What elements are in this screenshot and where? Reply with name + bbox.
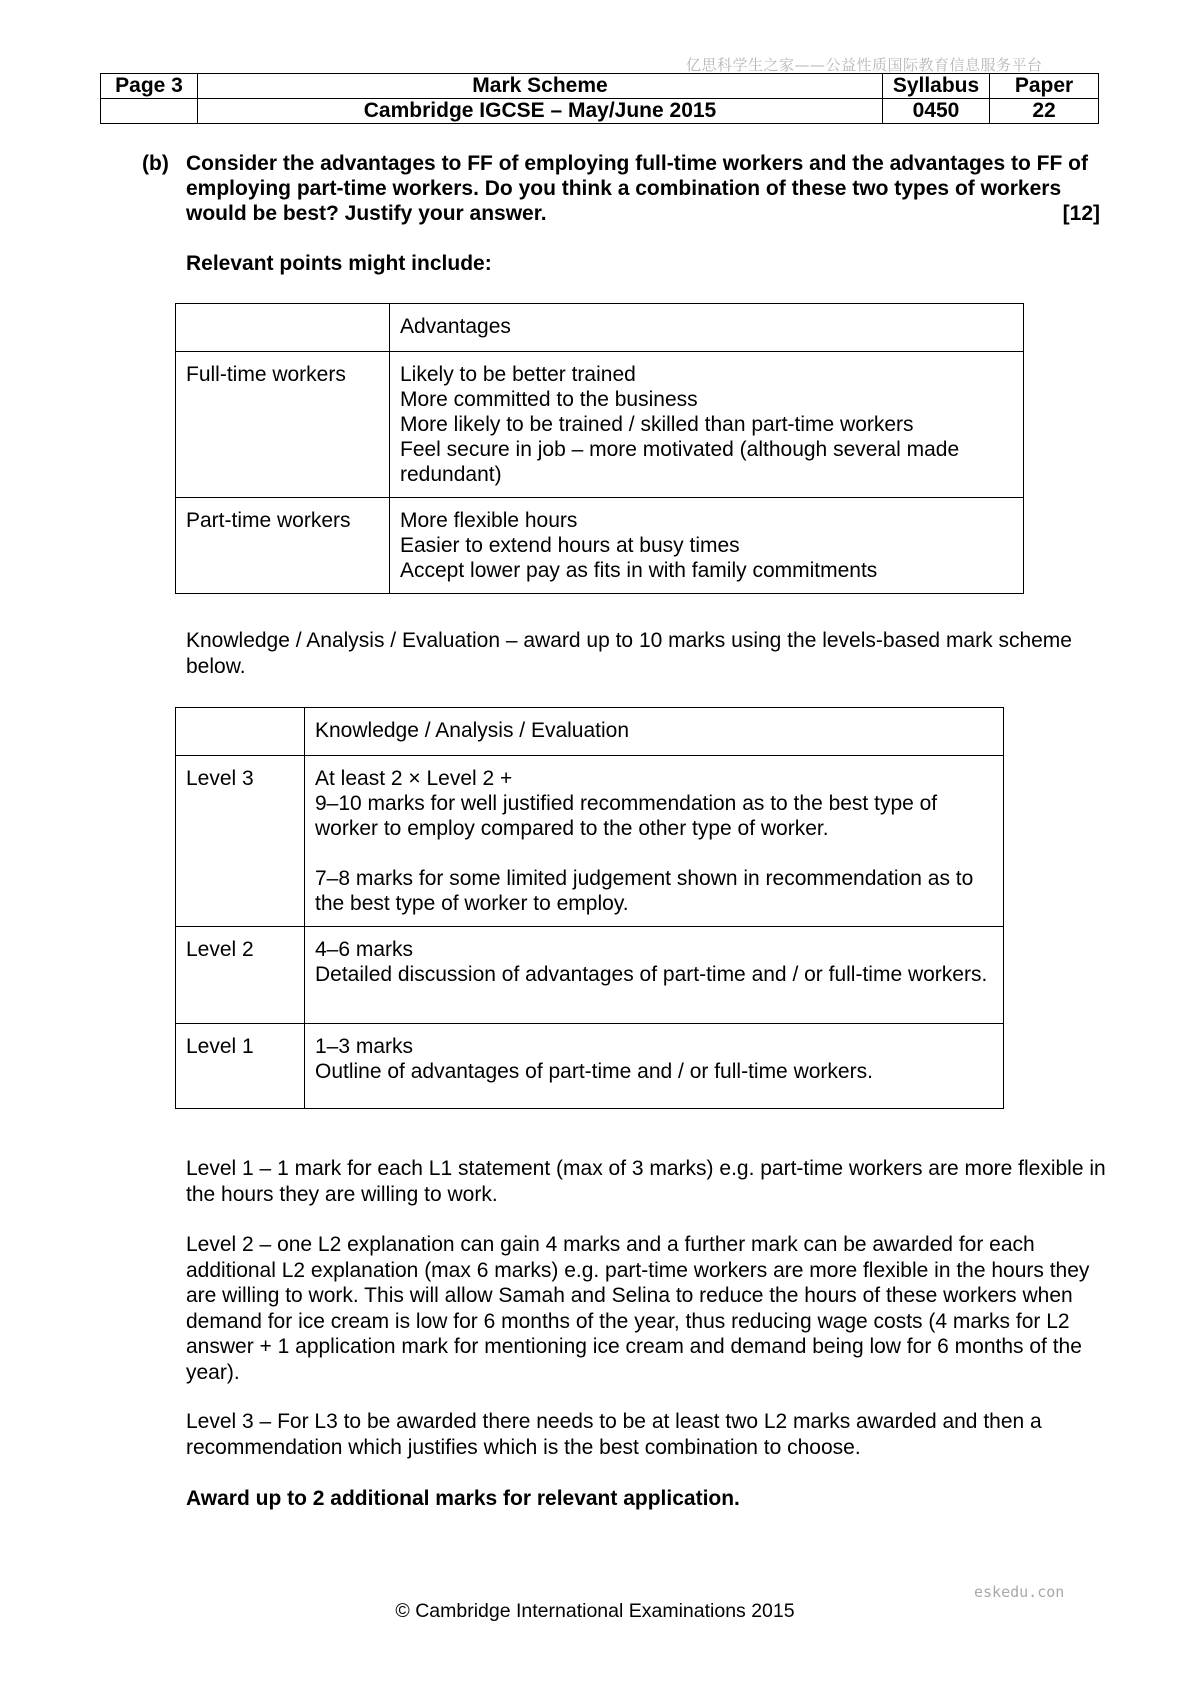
header-syllabus: 0450 xyxy=(883,99,990,124)
list-item: Feel secure in job – more motivated (although several made redundant) xyxy=(400,438,960,486)
level-2-description xyxy=(305,927,1004,1024)
header-table xyxy=(100,73,1099,124)
row-label-part-time: Part-time workers xyxy=(176,498,390,594)
advantages-table xyxy=(175,303,1024,594)
watermark-bottom: eskedu.con xyxy=(974,1583,1065,1601)
advantages-corner-cell xyxy=(176,304,390,352)
question-text: Consider the advantages to FF of employing full-time workers and the advantages to FF of employing part-time workers. Do you think a combination of these two types of workers would be best? Justify your answer. xyxy=(186,152,1088,225)
level-3-description xyxy=(305,756,1004,927)
level-3-label: Level 3 xyxy=(176,756,305,927)
header-title: Mark Scheme xyxy=(198,74,883,99)
header-empty-cell xyxy=(101,99,198,124)
list-item: More committed to the business xyxy=(400,388,698,411)
relevant-heading: Relevant points might include: xyxy=(186,252,492,275)
list-item: More likely to be trained / skilled than part-time workers xyxy=(400,413,914,436)
list-item: More flexible hours xyxy=(400,509,578,532)
watermark-top: 亿思科学生之家——公益性质国际教育信息服务平台 xyxy=(686,56,1043,74)
levels-table xyxy=(175,707,1004,1109)
note-level-1: Level 1 – 1 mark for each L1 statement (max of 3 marks) e.g. part-time workers are more flexible in the hours they are willing to work. xyxy=(186,1157,1106,1206)
advantages-header: Advantages xyxy=(390,304,1024,352)
level-3-line: At least 2 × Level 2 + xyxy=(315,767,513,790)
levels-corner-cell xyxy=(176,708,305,756)
level-1-label: Level 1 xyxy=(176,1024,305,1109)
header-exam: Cambridge IGCSE – May/June 2015 xyxy=(198,99,883,124)
header-paper-label: Paper xyxy=(990,74,1099,99)
header-page: Page 3 xyxy=(101,74,198,99)
part-time-advantages xyxy=(390,498,1024,594)
question-number: (b) xyxy=(142,152,169,175)
list-item: Easier to extend hours at busy times xyxy=(400,534,740,557)
level-1-line: 1–3 marks xyxy=(315,1035,414,1058)
header-syllabus-label: Syllabus xyxy=(883,74,990,99)
note-level-3: Level 3 – For L3 to be awarded there needs to be at least two L2 marks awarded and then a recommendation which justifies which is the best combination to choose. xyxy=(186,1410,1042,1459)
footer-copyright: © Cambridge International Examinations 2015 xyxy=(395,1600,795,1622)
list-item: Likely to be better trained xyxy=(400,363,636,386)
level-3-line: 9–10 marks for well justified recommendation as to the best type of worker to employ compared to the other type of worker. xyxy=(315,792,938,840)
question-marks: [12] xyxy=(1062,202,1100,225)
header-paper: 22 xyxy=(990,99,1099,124)
level-2-label: Level 2 xyxy=(176,927,305,1024)
note-application: Award up to 2 additional marks for relevant application. xyxy=(186,1487,740,1510)
levels-header: Knowledge / Analysis / Evaluation xyxy=(305,708,1004,756)
note-level-2: Level 2 – one L2 explanation can gain 4 marks and a further mark can be awarded for each additional L2 explanation (max 6 marks) e.g. part-time workers are more flexible in the hours they are willing to work. This will allow Samah and Selina to reduce the hours of these workers when demand for ice cream is low for 6 months of the year, thus reducing wage costs (4 marks for L2 answer + 1 application mark for mentioning ice cream and demand being low for 6 months of the year). xyxy=(186,1233,1090,1384)
list-item: Accept lower pay as fits in with family commitments xyxy=(400,559,878,582)
row-label-full-time: Full-time workers xyxy=(176,352,390,498)
level-1-description xyxy=(305,1024,1004,1109)
level-3-line: 7–8 marks for some limited judgement shown in recommendation as to the best type of worker to employ. xyxy=(315,867,974,915)
level-1-line: Outline of advantages of part-time and / or full-time workers. xyxy=(315,1060,873,1083)
kae-intro: Knowledge / Analysis / Evaluation – award up to 10 marks using the levels-based mark scheme below. xyxy=(186,629,1072,678)
level-2-line: 4–6 marks xyxy=(315,938,414,961)
level-2-line: Detailed discussion of advantages of part-time and / or full-time workers. xyxy=(315,963,988,986)
full-time-advantages xyxy=(390,352,1024,498)
